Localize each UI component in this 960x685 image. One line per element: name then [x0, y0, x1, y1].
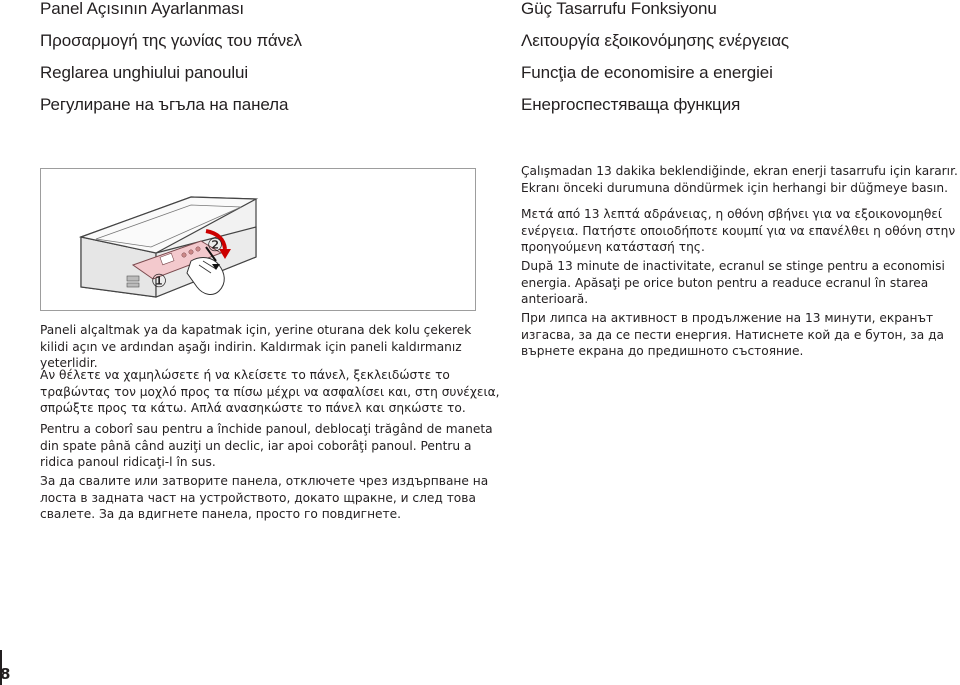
headings-left	[40, 0, 302, 121]
power-info-turkish: Çalışmadan 13 dakika beklendiğinde, ekran enerji tasarrufu için kararır. Ekranı önceki durumuna döndürmek için herhangi bir düğmeye basın.	[521, 164, 958, 195]
headings-right	[521, 0, 789, 121]
heading-bulgarian-power: Енергоспестяваща функция	[521, 95, 741, 114]
instruction-greek: Αν θέλετε να χαμηλώσετε ή να κλείσετε το πάνελ, ξεκλειδώστε το τραβώντας τον μοχλό προς τα πίσω μέχρι να ασφαλίσει και, στη συνέχεια, σπρώξτε προς τα κάτω. Απλά ανασηκώστε το πάνελ και σηκώστε το.	[40, 368, 500, 416]
page-number: 8	[0, 665, 11, 683]
power-info-greek: Μετά από 13 λεπτά αδράνειας, η οθόνη σβήνει για να εξοικονομηθεί ενέργεια. Πατήστε οποιοδήποτε κουμπί για να επανέλθει η οθόνη στην προηγούμενη κατάστασή της.	[521, 207, 956, 255]
callout-2: ②	[207, 235, 224, 256]
printer-illustration-icon	[41, 169, 475, 310]
heading-greek: Προσαρμογή της γωνίας του πάνελ	[40, 31, 302, 50]
heading-turkish: Panel Açısının Ayarlanması	[40, 0, 245, 18]
heading-romanian: Reglarea unghiului panoului	[40, 63, 249, 82]
heading-romanian-power: Funcţia de economisire a energiei	[521, 63, 773, 82]
heading-turkish-power: Güç Tasarrufu Fonksiyonu	[521, 0, 717, 18]
printer-panel-illustration	[40, 168, 476, 311]
instruction-turkish: Paneli alçaltmak ya da kapatmak için, yerine oturana dek kolu çekerek kilidi açın ve ardından aşağı indirin. Kaldırmak için paneli kaldırmanız yeterlidir.	[40, 323, 472, 371]
callout-1: ①	[151, 271, 168, 292]
instruction-romanian: Pentru a coborî sau pentru a închide panoul, deblocaţi trăgând de maneta din spate până când auziţi un declic, iar apoi coborâţi panoul. Pentru a ridica panoul ridicaţi-l în sus.	[40, 422, 493, 470]
heading-greek-power: Λειτουργία εξοικονόμησης ενέργειας	[521, 31, 790, 50]
heading-bulgarian: Регулиране на ъгъла на панела	[40, 95, 289, 114]
power-info-romanian: După 13 minute de inactivitate, ecranul se stinge pentru a economisi energia. Apăsaţi pe orice buton pentru a readuce ecranul în starea anterioară.	[521, 259, 945, 307]
power-info-bulgarian: При липса на активност в продължение на 13 минути, екранът изгасва, за да се пести енергия. Натиснете кой да е бутон, за да върнете екрана до предишното състояние.	[521, 311, 944, 359]
instruction-bulgarian: За да свалите или затворите панела, отключете чрез издърпване на лоста в задната част на устройството, докато щракне, и след това свалете. За да вдигнете панела, просто го повдигнете.	[40, 474, 489, 522]
